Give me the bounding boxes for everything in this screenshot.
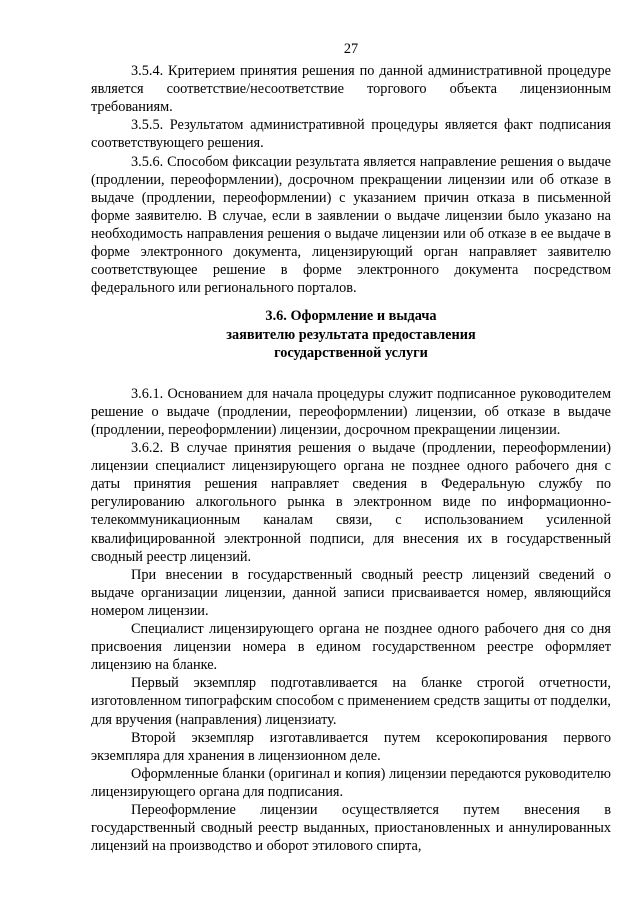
paragraph-3-6-1: 3.6.1. Основанием для начала процедуры служит подписанное руководителем решение о выдаче (продлении, переоформлении) лицензии, об отказе в выдаче (продлении, переоформлении) лицензии, досрочном прекращении лицензии. — [91, 385, 611, 438]
paragraph-first-copy: Первый экземпляр подготавливается на бланке строгой отчетности, изготовленном типографским способом с применением средств защиты от подделки, для вручения (направления) лицензиату. — [91, 675, 611, 728]
heading-line-2: заявителю результата предоставления — [226, 326, 476, 343]
section-heading-3-6 — [91, 307, 611, 363]
paragraph-reissue: Переоформление лицензии осуществляется путем внесения в государственный сводный реестр выданных, приостановленных и аннулированных лицензий на производство и оборот этилового спирта, — [91, 801, 611, 855]
document-page — [91, 40, 611, 855]
heading-line-3: государственной услуги — [274, 345, 428, 362]
page-number: 27 — [343, 41, 359, 57]
heading-line-1: 3.6. Оформление и выдача — [265, 308, 437, 325]
paragraph-second-copy: Второй экземпляр изготавливается путем ксерокопирования первого экземпляра для хранения в лицензионном деле. — [91, 729, 611, 764]
paragraph-3-5-5: 3.5.5. Результатом административной процедуры является факт подписания соответствующего решения. — [91, 117, 611, 152]
paragraph-3-5-4: 3.5.4. Критерием принятия решения по данной административной процедуре является соответствие/несоответствие торгового объекта лицензионным требованиям. — [91, 63, 611, 116]
paragraph-specialist-form: Специалист лицензирующего органа не позднее одного рабочего дня со дня присвоения лицензии номера в едином государственном реестре оформляет лицензию на бланке. — [91, 621, 611, 674]
paragraph-forms-signing: Оформленные бланки (оригинал и копия) лицензии передаются руководителю лицензирующего органа для подписания. — [91, 765, 611, 800]
paragraph-registry-number: При внесении в государственный сводный реестр лицензий сведений о выдаче организации лицензии, данной записи присваивается номер, являющийся номером лицензии. — [91, 566, 611, 619]
paragraph-3-5-6: 3.5.6. Способом фиксации результата является направление решения о выдаче (продлении, переоформлении), досрочном прекращении лицензии или об отказе в выдаче (продлении, переоформлении) с указанием причин отказа в письменной форме заявителю. В случае, если в заявлении о выдаче лицензии было указано на необходимость направления решения о выдаче лицензии или об отказе в ее выдаче в форме электронного документа, лицензирующий орган направляет заявителю соответствующее решение в форме электронного документа посредством федерального или регионального порталов. — [91, 153, 611, 297]
paragraph-3-6-2: 3.6.2. В случае принятия решения о выдаче (продлении, переоформлении) лицензии специалист лицензирующего органа не позднее одного рабочего дня с даты принятия решения направляет сведения в Федеральную службу по регулированию алкогольного рынка в электронном виде по информационно-телекоммуникационным каналам связи, с использованием усиленной квалифицированной электронной подписи, для внесения их в государственный сводный реестр лицензий. — [91, 440, 611, 565]
